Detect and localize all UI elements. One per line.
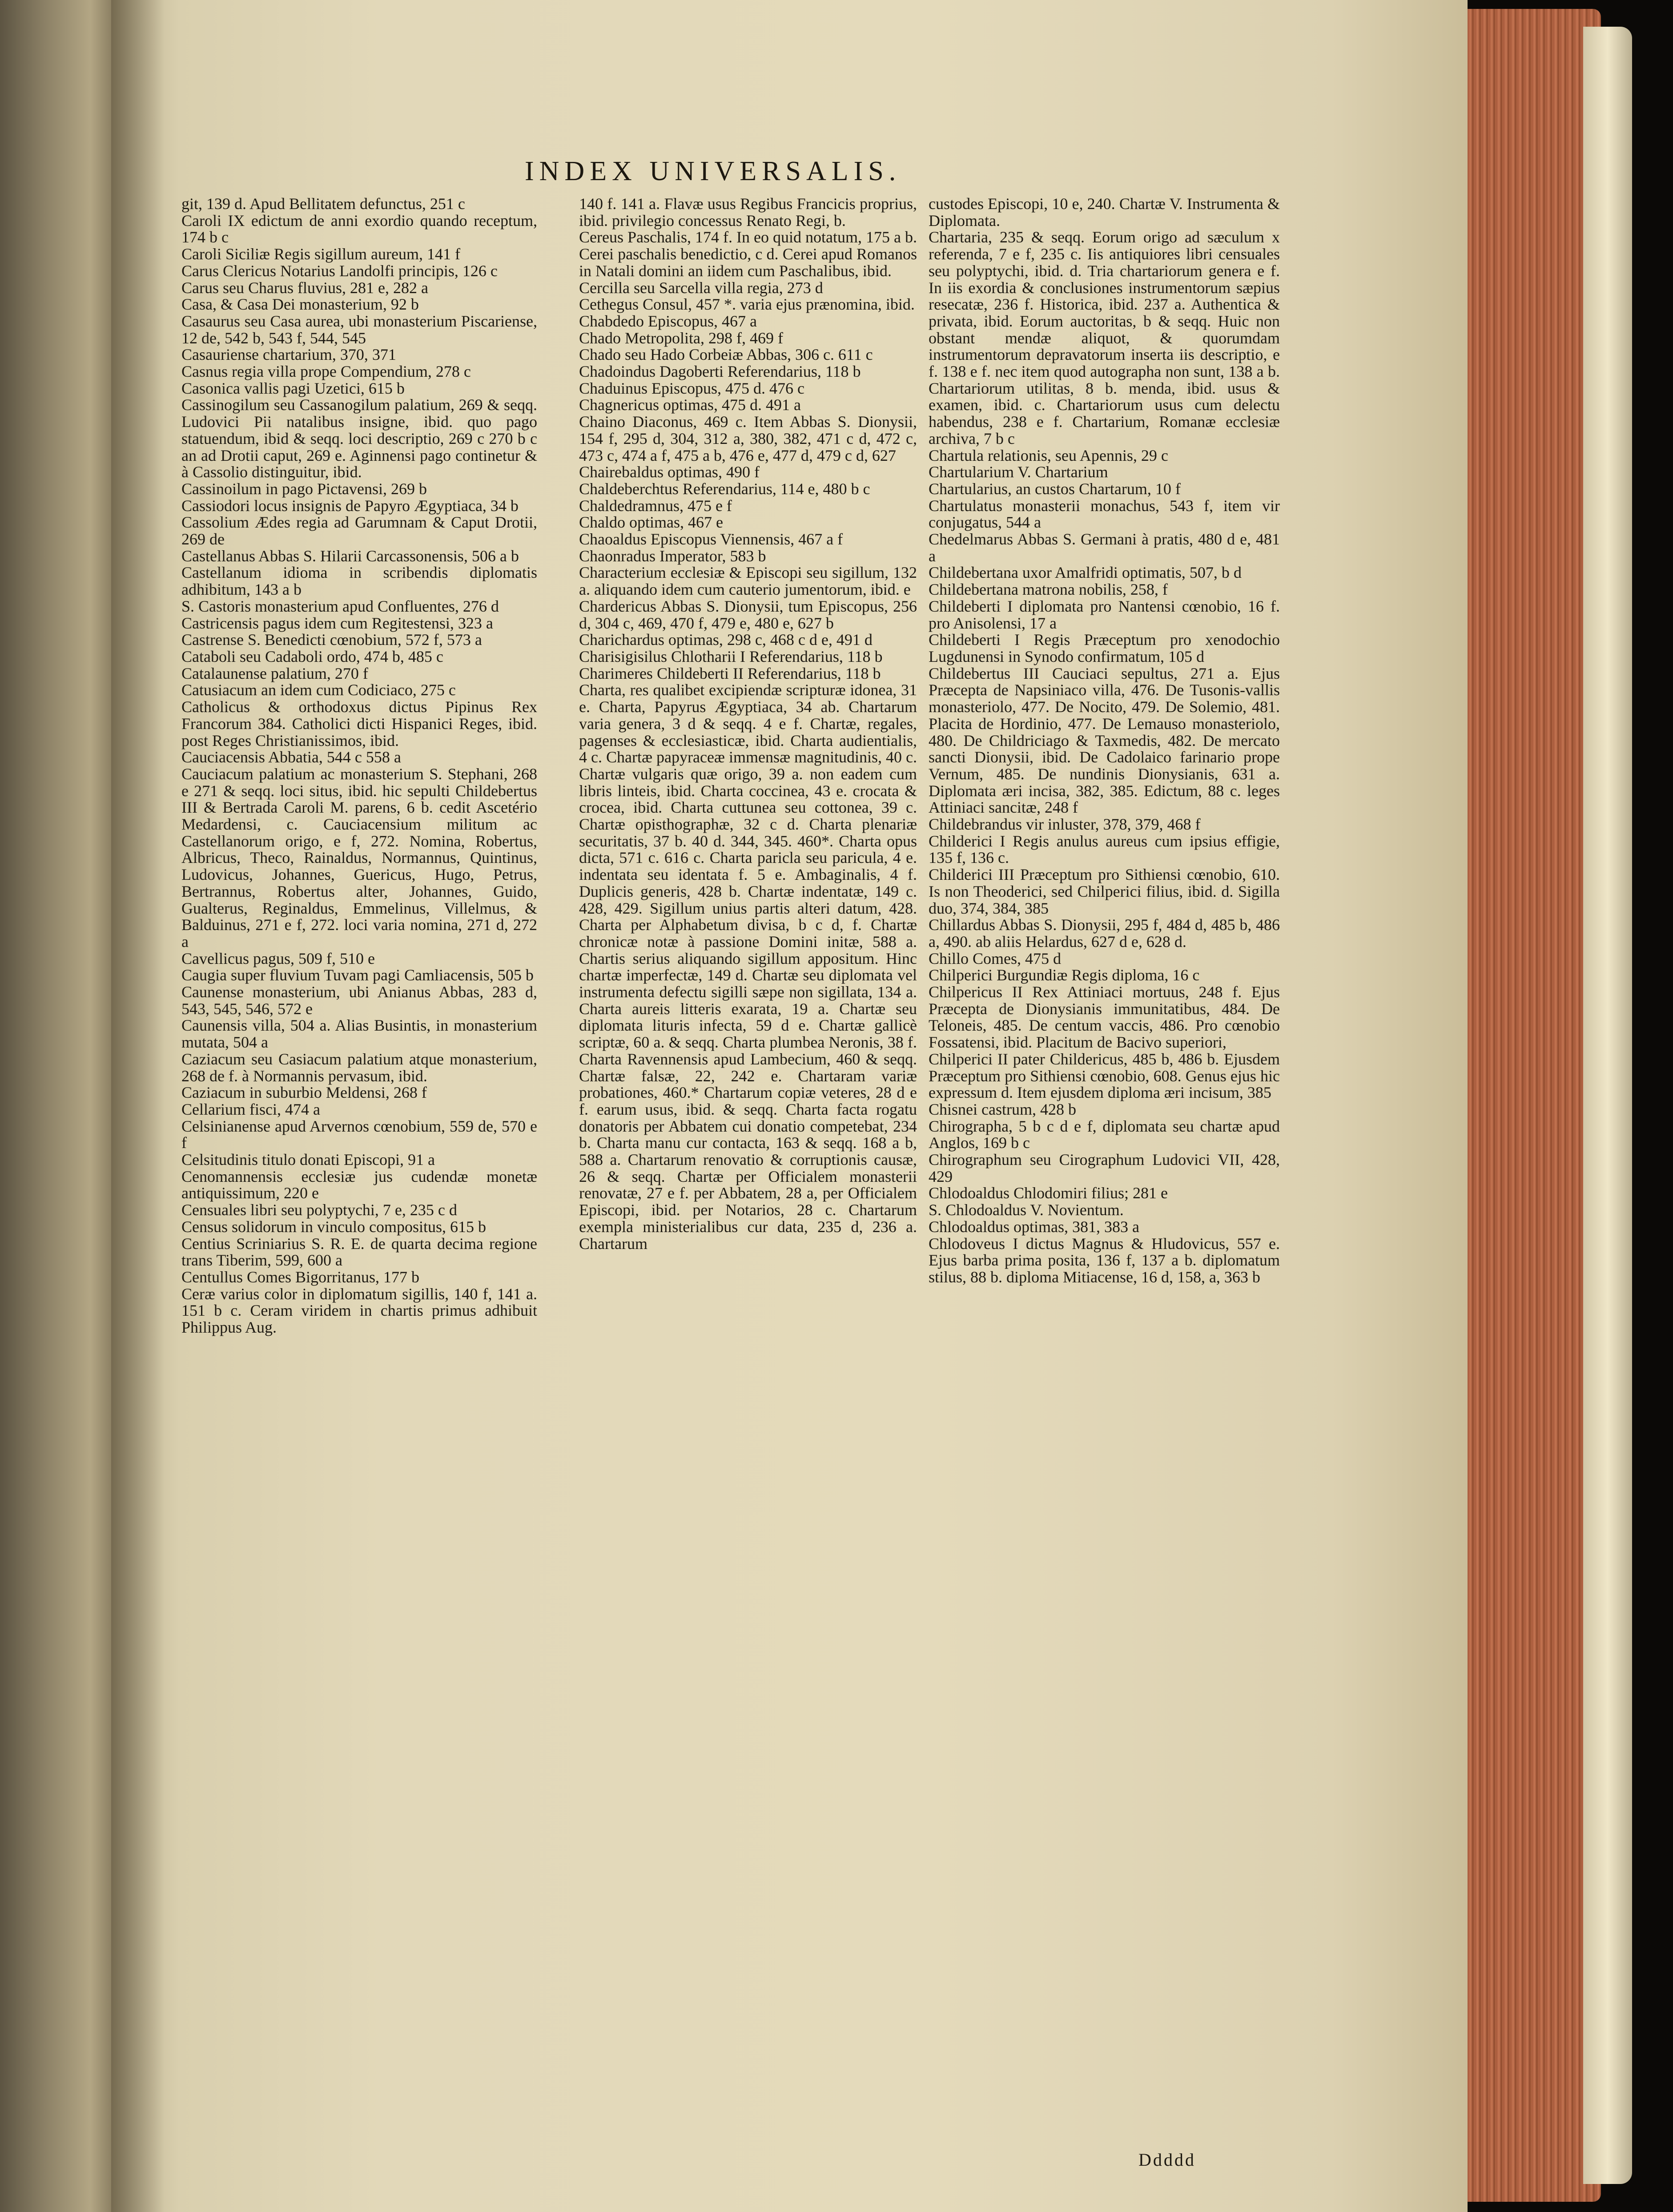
index-entry: Childebrandus vir inluster, 378, 379, 468 f bbox=[929, 815, 1201, 834]
index-entry: Chartaria, 235 & seqq. Eorum origo ad sæculum x referenda, 7 e f, 235 c. Iis antiquiores libri censuales seu polyptychi, ibid. d. Tria chartariorum genera e f. In iis exordia & conclusiones instrumentorum sæpius resecatæ, 236 f. Historica, ibid. 237 a. Authentica & privata, ibid. Eorum auctoritas, b & seqq. Huic non obstant mendæ aliquot, & quorumdam instrumentorum depravatorum inserta iis descriptio, e f. 138 e f. nec item quod autographa non sunt, 138 a b. Chartariorum utilitas, 8 b. menda, ibid. usus & examen, ibid. c. Chartariorum usus cum delectu habendus, 238 e f. Chartarium, Romanæ ecclesiæ archiva, 7 b c bbox=[929, 228, 1280, 447]
index-entry: Caziacum in suburbio Meldensi, 268 f bbox=[181, 1084, 427, 1102]
index-entry: Childeberti I diplomata pro Nantensi cœnobio, 16 f. pro Anisolensi, 17 a bbox=[929, 597, 1280, 632]
index-entry: Cataboli seu Cadaboli ordo, 474 b, 485 c bbox=[181, 647, 443, 665]
index-entry: Caziacum seu Casiacum palatium atque monasterium, 268 de f. à Normannis pervasum, ibid. bbox=[181, 1050, 537, 1085]
index-entry: Carus seu Charus fluvius, 281 e, 282 a bbox=[181, 278, 428, 297]
index-entry: Childebertana matrona nobilis, 258, f bbox=[929, 580, 1168, 599]
index-entry: Celsinianense apud Arvernos cœnobium, 559 de, 570 e f bbox=[181, 1117, 537, 1152]
index-entry: Caroli IX edictum de anni exordio quando receptum, 174 b c bbox=[181, 211, 537, 246]
index-entry: Catusiacum an idem cum Codiciaco, 275 c bbox=[181, 681, 456, 699]
index-entry: Chedelmarus Abbas S. Germani à pratis, 480 d e, 481 a bbox=[929, 530, 1280, 565]
index-entry: Census solidorum in vinculo compositus, 615 b bbox=[181, 1217, 487, 1236]
index-entry: Castricensis pagus idem cum Regitestensi, 323 a bbox=[181, 614, 493, 632]
index-entry: Cavellicus pagus, 509 f, 510 e bbox=[181, 949, 375, 967]
index-entry: Casnus regia villa prope Compendium, 278 c bbox=[181, 363, 471, 381]
index-entry: Chirographa, 5 b c d e f, diplomata seu chartæ apud Anglos, 169 b c bbox=[929, 1117, 1280, 1152]
catchword: Ddddd bbox=[1138, 2150, 1196, 2170]
index-entry: Castellanum idioma in scribendis diplomatis adhibitum, 143 a b bbox=[181, 564, 537, 599]
index-entry: Chaduinus Episcopus, 475 d. 476 c bbox=[579, 379, 804, 397]
index-entry: Charisigisilus Chlotharii I Referendarius, 118 b bbox=[579, 647, 883, 665]
index-entry: Castellanus Abbas S. Hilarii Carcassonensis, 506 a b bbox=[181, 547, 519, 565]
index-entry: Chado seu Hado Corbeiæ Abbas, 306 c. 611 c bbox=[579, 346, 873, 364]
index-entry: custodes Episcopi, 10 e, 240. Chartæ V. Instrumenta & Diplomata. bbox=[929, 195, 1280, 230]
index-entry: Childerici III Præceptum pro Sithiensi cœnobio, 610. Is non Theoderici, sed Chilperici filius, ibid. d. Sigilla duo, 374, 384, 385 bbox=[929, 866, 1280, 917]
index-entry: Casonica vallis pagi Uzetici, 615 b bbox=[181, 379, 405, 397]
index-entry: Chagnericus optimas, 475 d. 491 a bbox=[579, 396, 801, 414]
index-entry: Catholicus & orthodoxus dictus Pipinus Rex Francorum 384. Catholici dicti Hispanici Reges, ibid. post Reges Christianissimos, ibid. bbox=[181, 698, 537, 749]
index-entry: Carus Clericus Notarius Landolfi principis, 126 c bbox=[181, 262, 498, 280]
index-entry: Cenomannensis ecclesiæ jus cudendæ monetæ antiquissimum, 220 e bbox=[181, 1167, 537, 1202]
index-entry: 140 f. 141 a. Flavæ usus Regibus Francicis proprius, ibid. privilegio concessus Renato Regi, b. bbox=[579, 195, 917, 230]
index-entry: Chairebaldus optimas, 490 f bbox=[579, 463, 760, 481]
index-entry: Chaonradus Imperator, 583 b bbox=[579, 547, 766, 565]
index-entry: Chartula relationis, seu Apennis, 29 c bbox=[929, 446, 1168, 464]
index-entry: Chado Metropolita, 298 f, 469 f bbox=[579, 329, 783, 347]
index-entry: Chabdedo Episcopus, 467 a bbox=[579, 312, 757, 330]
index-entry: git, 139 d. Apud Bellitatem defunctus, 251 c bbox=[181, 195, 465, 213]
index-entry: Chillardus Abbas S. Dionysii, 295 f, 484 d, 485 b, 486 a, 490. ab aliis Helardus, 627 d e, 628 d. bbox=[929, 916, 1280, 951]
index-entry: Cereus Paschalis, 174 f. In eo quid notatum, 175 a b. Cerei paschalis benedictio, c d. Cerei apud Romanos in Natali domini an iidem cum Paschalibus, ibid. bbox=[579, 228, 917, 280]
index-column-3 bbox=[929, 196, 1280, 1286]
index-entry: Chadoindus Dagoberti Referendarius, 118 b bbox=[579, 363, 861, 381]
index-entry: Childebertana uxor Amalfridi optimatis, 507, b d bbox=[929, 564, 1242, 582]
index-entry: Characterium ecclesiæ & Episcopi seu sigillum, 132 a. aliquando idem cum cauterio jumentorum, ibid. e bbox=[579, 564, 917, 599]
index-entry: Chlodoaldus optimas, 381, 383 a bbox=[929, 1217, 1139, 1236]
index-entry: Cauciacum palatium ac monasterium S. Stephani, 268 e 271 & seqq. loci situs, ibid. hic sepulti Childebertus III & Bertrada Caroli M. parens, 6 b. cedit Ascetério Medardensi, c. Cauciacensium militum ac Castellanorum origo, e f, 272. Nomina, Robertus, Albricus, Theco, Rainaldus, Normannus, Quintinus, Ludovicus, Johannes, Guericus, Hugo, Petrus, Bertrannus, Robertus alter, Johannes, Guido, Gualterus, Reginaldus, Emmelinus, Villelmus, & Balduinus, 271 e f, 272. loci varia nomina, 271 d, 272 a bbox=[181, 765, 537, 951]
index-entry: Censuales libri seu polyptychi, 7 e, 235 c d bbox=[181, 1201, 457, 1219]
index-entry: Charimeres Childeberti II Referendarius, 118 b bbox=[579, 664, 881, 682]
index-entry: Celsitudinis titulo donati Episcopi, 91 a bbox=[181, 1151, 435, 1169]
index-entry: Chilperici II pater Childericus, 485 b, 486 b. Ejusdem Præceptum pro Sithiensi cœnobio, 608. Genus ejus hic expressum d. Item ejusdem diploma æri incisum, 385 bbox=[929, 1050, 1280, 1102]
left-page-edge bbox=[0, 0, 129, 2212]
index-entry: Caroli Siciliæ Regis sigillum aureum, 141 f bbox=[181, 245, 460, 263]
index-entry: Cellarium fisci, 474 a bbox=[181, 1100, 320, 1118]
index-entry: Childebertus III Cauciaci sepultus, 271 a. Ejus Præcepta de Napsiniaco villa, 476. De Tusonis-vallis monasteriolo, 477. De Nocito, 479. De Solemio, 481. Placita de Hordinio, 477. De Lemauso monasteriolo, 480. De Childriciago & Taxmedis, 482. De mercato sancti Dionysii, ibid. De Cadolaico farinario prope Vernum, 485. De nundinis Dionysianis, 631 a. Diplomata æri incisa, 382, 385. Edictum, 88 c. leges Attiniaci sancitæ, 248 f bbox=[929, 664, 1280, 817]
index-entry: Chaino Diaconus, 469 c. Item Abbas S. Dionysii, 154 f, 295 d, 304, 312 a, 380, 382, 471 c d, 472 c, 473 c, 474 a f, 475 a b, 476 e, 477 d, 479 c d, 627 bbox=[579, 413, 917, 464]
index-entry: Childeberti I Regis Præceptum pro xenodochio Lugdunensi in Synodo confirmatum, 105 d bbox=[929, 631, 1280, 665]
index-entry: Chillo Comes, 475 d bbox=[929, 949, 1062, 967]
index-entry: Caunense monasterium, ubi Anianus Abbas, 283 d, 543, 545, 546, 572 e bbox=[181, 983, 537, 1018]
index-entry: Chilperici Burgundiæ Regis diploma, 16 c bbox=[929, 966, 1200, 984]
index-entry: Cassinoilum in pago Pictavensi, 269 b bbox=[181, 479, 427, 498]
index-column-2 bbox=[579, 196, 917, 1252]
index-entry: Cassinogilum seu Cassanogilum palatium, 269 & seqq. Ludovici Pii natalibus insigne, ibid. quo pago statuendum, ibid & seqq. loci descriptio, 269 c 270 b c an ad Drotii caput, 269 e. Aginnensi pago continetur & à Cassolio distinguitur, ibid. bbox=[181, 396, 537, 481]
index-entry: Caugia super fluvium Tuvam pagi Camliacensis, 505 b bbox=[181, 966, 534, 984]
index-entry: Chaoaldus Episcopus Viennensis, 467 a f bbox=[579, 530, 843, 548]
index-entry: Cassiodori locus insignis de Papyro Ægyptiaca, 34 b bbox=[181, 496, 519, 515]
index-entry: Cethegus Consul, 457 *. varia ejus prænomina, ibid. bbox=[579, 295, 915, 314]
index-entry: Charta, res qualibet excipiendæ scripturæ idonea, 31 e. Charta, Papyrus Ægyptiaca, 34 ab. Chartarum varia genera, 3 d & seqq. 4 e f. Chartæ, regales, pagenses & ecclesiasticæ, ibid. Charta audientialis, 4 c. Chartæ papyraceæ immensæ magnitudinis, 40 c. Chartæ vulgaris quæ origo, 39 a. non eadem cum libris linteis, ibid. Charta coccinea, 43 e. crocata & crocea, ibid. Charta cuttunea seu cottonea, 39 c. Chartæ opisthographæ, 32 c d. Charta plenariæ securitatis, 37 b. 40 d. 344, 345. 460*. Charta opus dicta, 571 c. 616 c. Charta paricla seu paricula, 4 e. indentata seu identata f. 5 e. Ambaginalis, 4 f. Duplicis generis, 428 b. Chartæ indentatæ, 149 c. 428, 429. Sigillum unius partis alteri datum, 428. Charta per Alphabetum divisa, b c d, f. Chartæ chronicæ notæ à passione Domini initæ, 588 a. Chartis serius aliquando sigillum appositum. Hinc chartæ imperfectæ, 149 d. Chartæ seu diplomata vel instrumenta defectu sigilli sæpe non sigillata, 134 a. Charta aureis litteris exarata, 19 a. Chartæ seu diplomata lituris infecta, 59 d e. Chartæ gallicè scriptæ, 60 a. & seqq. Charta plumbea Neronis, 38 f. Charta Ravennensis apud Lambecium, 460 & seqq. Chartæ falsæ, 22, 242 e. Chartaram variæ probationes, 460.* Chartarum copiæ veteres, 28 d e f. earum usus, ibid. & seqq. Charta facta rogatu donatoris per Abbatem cui donatio competebat, 234 b. Charta manu cur contacta, 163 & seqq. 168 a b, 588 a. Chartarum renovatio & corruptionis causæ, 26 & seqq. Chartæ per Officialem monasterii renovatæ, 27 e f. per Abbatem, 28 a, per Officialem Episcopi, ibid. per Notarios, 28 c. Chartarum exempla ministerialibus cur data, 235 d, 236 a. Chartarum bbox=[579, 681, 917, 1253]
index-entry: Chirographum seu Cirographum Ludovici VII, 428, 429 bbox=[929, 1151, 1280, 1185]
index-entry: Chlodoveus I dictus Magnus & Hludovicus, 557 e. Ejus barba prima posita, 136 f, 137 a b. diplomatum stilus, 88 b. diploma Mitiacense, 16 d, 158, a, 363 b bbox=[929, 1234, 1280, 1286]
index-entry: Centullus Comes Bigorritanus, 177 b bbox=[181, 1268, 419, 1286]
index-entry: Chaldeberchtus Referendarius, 114 e, 480 b c bbox=[579, 479, 870, 498]
index-entry: Centius Scriniarius S. R. E. de quarta decima regione trans Tiberim, 599, 600 a bbox=[181, 1234, 537, 1269]
index-entry: Castrense S. Benedicti cœnobium, 572 f, 573 a bbox=[181, 631, 482, 649]
index-entry: Chlodoaldus Chlodomiri filius; 281 e bbox=[929, 1184, 1168, 1202]
page-fore-edge bbox=[1468, 9, 1601, 2202]
index-entry: Chisnei castrum, 428 b bbox=[929, 1100, 1076, 1118]
index-entry: Chilpericus II Rex Attiniaci mortuus, 248 f. Ejus Præcepta de Dionysianis immunitatibus, 484. De Teloneis, 485. De centum vaccis, 486. Pro cœnobio Fossatensi, ibid. Placitum de Bacivo superiori, bbox=[929, 983, 1280, 1052]
gutter-shadow bbox=[111, 0, 165, 2212]
index-entry: Chardericus Abbas S. Dionysii, tum Episcopus, 256 d, 304 c, 469, 470 f, 479 e, 480 e, 627 b bbox=[579, 597, 917, 632]
index-entry: Cauciacensis Abbatia, 544 c 558 a bbox=[181, 748, 401, 766]
index-entry: Chaldo optimas, 467 e bbox=[579, 513, 723, 532]
index-entry: Chartularius, an custos Chartarum, 10 f bbox=[929, 479, 1181, 498]
index-entry: Chartularium V. Chartarium bbox=[929, 463, 1108, 481]
index-column-1 bbox=[181, 196, 537, 1336]
index-entry: Casa, & Casa Dei monasterium, 92 b bbox=[181, 295, 419, 314]
page-fore-edge-rim bbox=[1583, 27, 1632, 2184]
index-entry: Casaurus seu Casa aurea, ubi monasterium Piscariense, 12 de, 542 b, 543 f, 544, 545 bbox=[181, 312, 537, 347]
index-entry: Cassolium Ædes regia ad Garumnam & Caput Drotii, 269 de bbox=[181, 513, 537, 548]
index-entry: Charichardus optimas, 298 c, 468 c d e, 491 d bbox=[579, 631, 873, 649]
index-entry: Cercilla seu Sarcella villa regia, 273 d bbox=[579, 278, 823, 297]
index-entry: Chaldedramnus, 475 e f bbox=[579, 496, 732, 515]
index-entry: S. Castoris monasterium apud Confluentes, 276 d bbox=[181, 597, 499, 615]
index-entry: Caunensis villa, 504 a. Alias Busintis, in monasterium mutata, 504 a bbox=[181, 1016, 537, 1052]
running-head: INDEX UNIVERSALIS. bbox=[525, 156, 901, 186]
index-entry: S. Chlodoaldus V. Novientum. bbox=[929, 1201, 1124, 1219]
index-entry: Childerici I Regis anulus aureus cum ipsius effigie, 135 f, 136 c. bbox=[929, 832, 1280, 867]
index-entry: Catalaunense palatium, 270 f bbox=[181, 664, 368, 682]
index-entry: Casauriense chartarium, 370, 371 bbox=[181, 346, 396, 364]
index-entry: Chartulatus monasterii monachus, 543 f, item vir conjugatus, 544 a bbox=[929, 496, 1280, 532]
index-entry: Ceræ varius color in diplomatum sigillis, 140 f, 141 a. 151 b c. Ceram viridem in chartis primus adhibuit Philippus Aug. bbox=[181, 1285, 537, 1337]
